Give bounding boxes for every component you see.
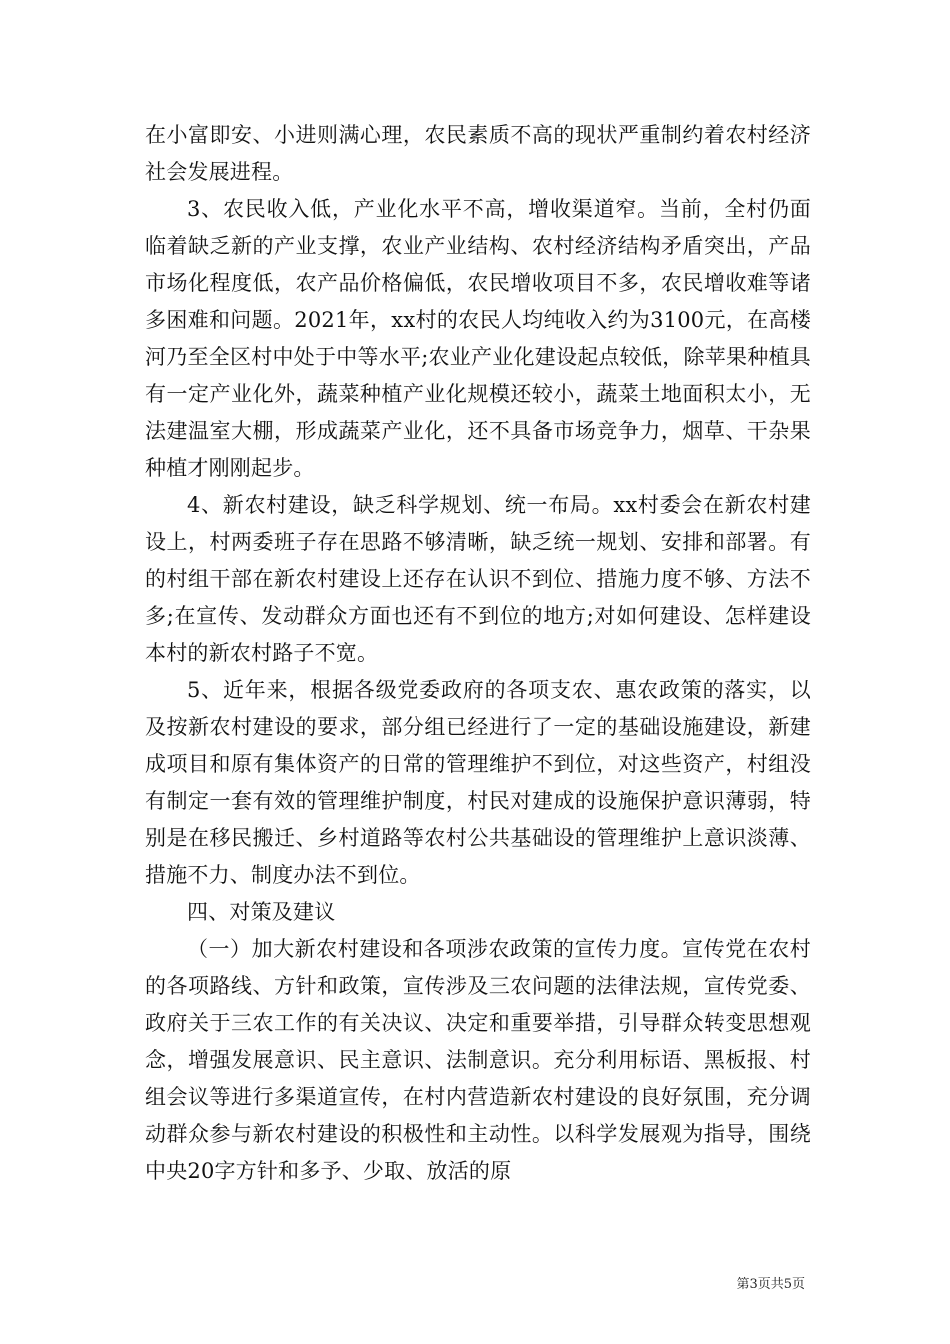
- paragraph-measure-1: （一）加大新农村建设和各项涉农政策的宣传力度。宣传党在农村的各项路线、方针和政策，宣传涉及三农问题的法律法规，宣传党委、政府关于三农工作的有关决议、决定和重要举措，引导群众转变思想观念，增强发展意识、民主意识、法制意识。充分利用标语、黑板报、村组会议等进行多渠道宣传，在村内营造新农村建设的良好氛围，充分调动群众参与新农村建设的积极性和主动性。以科学发展观为指导，围绕中央20字方针和多予、少取、放活的原: [145, 937, 811, 1183]
- section-heading: 四、对策及建议: [187, 900, 336, 924]
- paragraph-item-5: 5、近年来，根据各级党委政府的各项支农、惠农政策的落实，以及按新农村建设的要求，部分组已经进行了一定的基础设施建设，新建成项目和原有集体资产的日常的管理维护不到位，对这些资产，村组没有制定一套有效的管理维护制度，村民对建成的设施保护意识薄弱，特别是在移民搬迁、乡村道路等农村公共基础设的管理维护上意识淡薄、措施不力、制度办法不到位。: [145, 678, 811, 887]
- document-body: [145, 117, 811, 1190]
- paragraph-item-3: 3、农民收入低，产业化水平不高，增收渠道窄。当前，全村仍面临着缺乏新的产业支撑，农业产业结构、农村经济结构矛盾突出，产品市场化程度低，农产品价格偏低，农民增收项目不多，农民增收难等诸多困难和问题。2021年，xx村的农民人均纯收入约为3100元，在高楼河乃至全区村中处于中等水平;农业产业化建设起点较低，除苹果种植具有一定产业化外，蔬菜种植产业化规模还较小，蔬菜土地面积太小，无法建温室大棚，形成蔬菜产业化，还不具备市场竞争力，烟草、干杂果种植才刚刚起步。: [145, 197, 811, 480]
- page-number: 第3页共5页: [736, 1277, 805, 1292]
- paragraph-continuation: 在小富即安、小进则满心理，农民素质不高的现状严重制约着农村经济社会发展进程。: [145, 123, 811, 184]
- paragraph-item-4: 4、新农村建设，缺乏科学规划、统一布局。xx村委会在新农村建设上，村两委班子存在思路不够清晰，缺乏统一规划、安排和部署。有的村组干部在新农村建设上还存在认识不到位、措施力度不够、方法不多;在宣传、发动群众方面也还有不到位的地方;对如何建设、怎样建设本村的新农村路子不宽。: [145, 493, 811, 665]
